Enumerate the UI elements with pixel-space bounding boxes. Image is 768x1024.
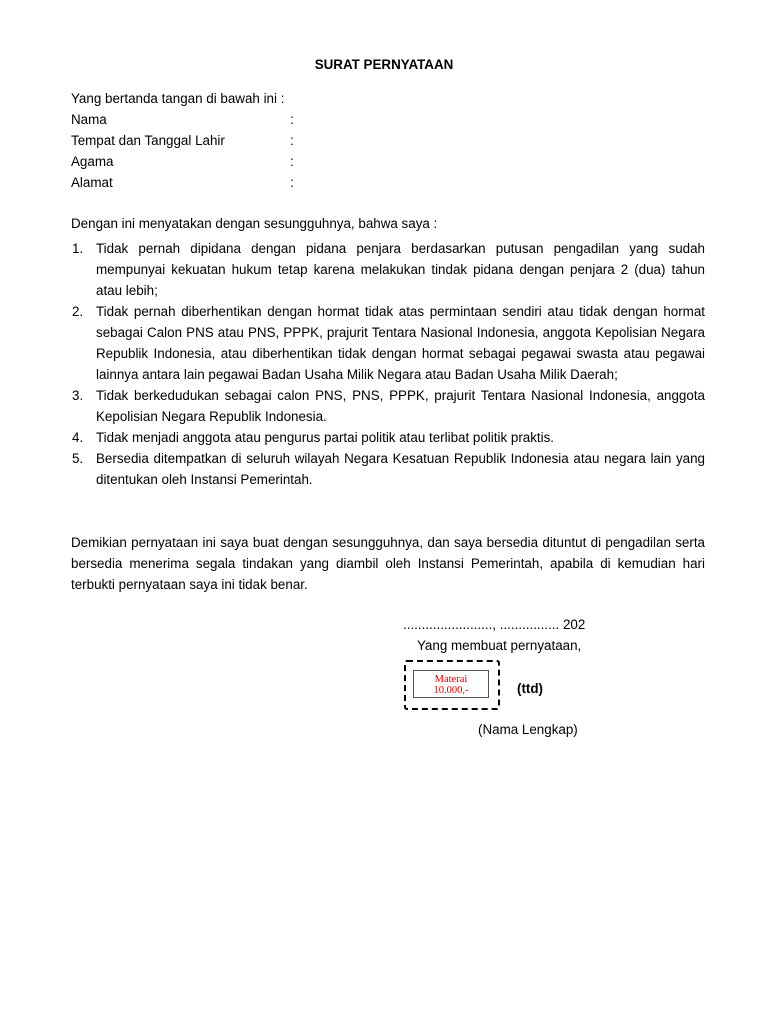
intro-text: Yang bertanda tangan di bawah ini : [71, 91, 285, 106]
identity-colon: : [290, 154, 294, 169]
identity-label: Nama [71, 112, 107, 127]
full-name-label: (Nama Lengkap) [478, 722, 578, 737]
statement-text: Tidak menjadi anggota atau pengurus partai politik atau terlibat politik praktis. [96, 430, 555, 445]
closing-paragraph: Demikian pernyataan ini saya buat dengan sesungguhnya, dan saya bersedia dituntut di pengadilan serta bersedia menerima segala tindakan yang diambil oleh Instansi Pemerintah, apabila di kemudian hari terbukti pernyataan saya ini tidak benar. [71, 535, 705, 592]
stamp-label: Materai [434, 674, 468, 685]
date-line: ........................, ................ 202 [403, 617, 586, 632]
statement-text: Bersedia ditempatkan di seluruh wilayah Negara Kesatuan Republik Indonesia atau negara lain yang ditentukan oleh Instansi Pemerintah. [96, 451, 705, 487]
identity-label: Agama [71, 154, 114, 169]
stamp-placeholder [404, 660, 500, 710]
identity-colon: : [290, 175, 294, 190]
statement-text: Tidak berkedudukan sebagai calon PNS, PNS, PPPK, prajurit Tentara Nasional Indonesia, anggota Kepolisian Negara Republik Indonesia. [96, 388, 705, 424]
identity-row-address [71, 175, 371, 196]
statement-list [71, 238, 705, 490]
statement-number: 4. [72, 430, 84, 445]
identity-label: Alamat [71, 175, 113, 190]
identity-label: Tempat dan Tanggal Lahir [71, 133, 225, 148]
maker-label: Yang membuat pernyataan, [417, 638, 582, 653]
document-title: SURAT PERNYATAAN [314, 57, 454, 72]
stamp-value: 10.000,- [433, 685, 469, 696]
statement-number: 2. [72, 304, 84, 319]
signature-mark: (ttd) [517, 681, 544, 696]
lead-text: Dengan ini menyatakan dengan sesungguhnya, bahwa saya : [71, 216, 438, 231]
identity-colon: : [290, 112, 294, 127]
identity-row-name [71, 112, 371, 133]
statement-item [71, 301, 705, 385]
materai-stamp [413, 670, 489, 698]
statement-item [71, 238, 705, 301]
statement-number: 1. [72, 241, 84, 256]
identity-colon: : [290, 133, 294, 148]
statement-number: 3. [72, 388, 84, 403]
statement-item [71, 385, 705, 427]
identity-row-birth [71, 133, 371, 154]
identity-row-religion [71, 154, 371, 175]
statement-number: 5. [72, 451, 84, 466]
statement-item [71, 427, 705, 448]
statement-text: Tidak pernah diberhentikan dengan hormat tidak atas permintaan sendiri atau tidak dengan hormat sebagai Calon PNS atau PNS, PPPK, prajurit Tentara Nasional Indonesia, anggota Kepolisian Negara Republik Indonesia, atau diberhentikan tidak dengan hormat sebagai pegawai swasta atau pegawai lainnya antara lain pegawai Badan Usaha Milik Negara atau Badan Usaha Milik Daerah; [96, 304, 705, 382]
identity-fields [71, 112, 371, 196]
statement-item [71, 448, 705, 490]
statement-text: Tidak pernah dipidana dengan pidana penjara berdasarkan putusan pengadilan yang sudah mempunyai kekuatan hukum tetap karena melakukan tindak pidana dengan penjara 2 (dua) tahun atau lebih; [96, 241, 705, 298]
